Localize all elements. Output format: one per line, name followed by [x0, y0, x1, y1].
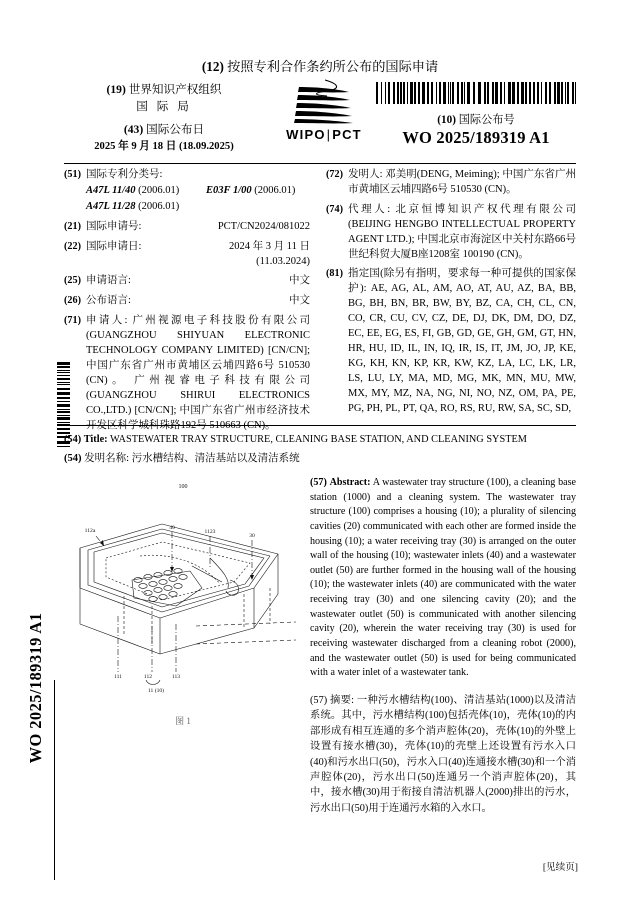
publication-number-code: (10)	[437, 114, 456, 126]
field-filing-date-label: 国际申请日:	[86, 240, 142, 252]
field-publication-language-value: 中文	[289, 295, 310, 307]
ref-112a: 112a	[84, 528, 96, 534]
field-filing-language-code: (25)	[64, 275, 81, 287]
abstract-chinese-code: (57)	[310, 694, 328, 706]
pct-text: PCT	[332, 127, 362, 142]
field-publication-language	[64, 294, 310, 309]
publication-barcode	[376, 82, 576, 104]
field-inventor-code: (72)	[326, 169, 343, 180]
ipc-symbol-3: A47L 11/28	[86, 200, 136, 212]
figure-drawing	[64, 476, 302, 756]
abstract-chinese	[310, 693, 576, 817]
title-chinese	[64, 451, 576, 467]
field-applicant-code: (71)	[64, 315, 81, 327]
abstract-english-code: (57)	[310, 477, 327, 488]
field-ipc-label: 国际专利分类号:	[86, 169, 163, 180]
field-agent-code: (74)	[326, 203, 343, 215]
wipo-separator: |	[326, 127, 332, 142]
field-inventor-label: 发明人:	[348, 169, 383, 180]
field-application-number	[64, 220, 310, 235]
figure-1-svg	[64, 476, 302, 716]
abstract-block	[310, 476, 576, 816]
field-publication-language-label: 公布语言:	[86, 295, 131, 307]
ref-30: 30	[249, 533, 255, 539]
wipo-emblem-icon	[269, 78, 379, 126]
field-filing-language	[64, 274, 310, 289]
ipc-version-3: (2006.01)	[138, 200, 180, 212]
continuation-note: [见续页]	[542, 862, 578, 873]
ipc-version-2: (2006.01)	[254, 184, 296, 196]
lower-section	[64, 476, 577, 814]
field-filing-date	[64, 240, 310, 270]
field-filing-language-value: 中文	[289, 275, 310, 287]
title-chinese-code: (54)	[64, 453, 82, 465]
title-english	[64, 432, 576, 447]
wipo-wordmark	[269, 127, 379, 142]
title-chinese-text: 污水槽结构、清洁基站以及清洁系统	[131, 453, 300, 465]
field-publication-language-row	[86, 294, 310, 309]
abstract-chinese-label: 摘要:	[330, 694, 355, 706]
field-application-number-row	[86, 220, 310, 235]
abstract-english	[310, 476, 576, 681]
field-filing-date-code: (22)	[64, 240, 81, 252]
vertical-publication-number: WO 2025/189319 A1	[26, 612, 45, 764]
wipo-logo	[269, 78, 379, 142]
biblio-left-column	[64, 168, 310, 439]
field-designated-states-label: 指定国(除另有指明，要求每一种可提供的国家保护):	[348, 268, 576, 295]
publication-date-value: 2025 年 9 月 18 日 (18.09.2025)	[94, 141, 234, 153]
field-inventor-value: 邓美明(DENG, Meiming); 中国广东省广州市黄埔区云埔四路6号 510530 (CN)。	[348, 169, 577, 195]
ref-11: 11 (10)	[147, 688, 165, 694]
field-publication-language-code: (26)	[64, 295, 81, 307]
field-ipc	[64, 168, 310, 215]
ipc-entry-1	[86, 184, 206, 199]
field-filing-language-row	[86, 274, 310, 289]
field-designated-states-code: (81)	[326, 268, 343, 280]
header-code-12: (12)	[201, 59, 224, 74]
header-divider-rule	[64, 163, 576, 164]
publication-number-caption	[376, 111, 576, 127]
ipc-symbol-1: A47L 11/40	[86, 184, 136, 196]
title-english-text: WASTEWATER TRAY STRUCTURE, CLEANING BASE STATION, AND CLEANING SYSTEM	[109, 434, 527, 445]
field-application-number-code: (21)	[64, 220, 81, 232]
abstract-chinese-text: 一种污水槽结构(100)、清洁基站(1000)以及清洁系统。其中，污水槽结构(100)包括壳体(10)，壳体(10)的内部形成有相互连通的多个消声腔体(20)，壳体(10)的外壁上设置有接水槽(30)，壳体(10)的壳壁上还设置有污水入口(40)和污水出口(50)，污水入口(40)连通接水槽(30)和一个消声腔体(20)，污水出口(50)连通另一个消声腔体(20)，其中，接水槽(30)用于衔接自清洁机器人(2000)排出的污水，污水出口(50)用于连通污水箱的入水口。	[310, 694, 576, 814]
title-english-label: Title:	[83, 434, 108, 445]
bibliographic-data	[64, 168, 577, 431]
field-designated-states	[326, 267, 576, 416]
field-application-number-label: 国际申请号:	[86, 220, 142, 232]
header-title-12: 按照专利合作条约所公布的国际申请	[227, 59, 439, 74]
organization-code: (19)	[106, 83, 126, 96]
ipc-row	[86, 200, 310, 215]
abstract-english-text: A wastewater tray structure (100), a cleaning base station (1000) and a cleaning system. The wastewater tray structure (100) comprises a housing (10); a plurality of silencing cavities (20) communicated with each other are formed inside the housing (10); a water receiving tray (30) is arranged on the outer wall of the housing (10); wastewater inlets (40) and a wastewater outlet (50) are further formed in the housing wall of the housing (10); the wastewater inlets (40) are communicated with the water receiving tray (30) and one silencing cavity (20); and the wastewater outlet (50) is communicated with another silencing cavity (20), wherein the water receiving tray (30) is used for receiving wastewater discharged from a cleaning robot (2000), and the wastewater outlet (50) is used for being communicated with a water inlet of a wastewater tank.	[310, 477, 577, 679]
ipc-entry-3	[86, 200, 206, 215]
ipc-row	[86, 184, 310, 199]
publication-date-line	[64, 122, 264, 139]
ipc-symbol-2: E03F 1/00	[206, 184, 252, 196]
publication-date-label: 国际公布日	[146, 122, 205, 136]
ref-112: 112	[143, 674, 153, 680]
field-applicant-label: 申请人:	[86, 315, 128, 327]
organization-block	[64, 82, 264, 155]
vertical-publication-strip	[8, 420, 64, 890]
publication-number-value: WO 2025/189319 A1	[402, 128, 550, 147]
field-filing-language-label: 申请语言:	[86, 275, 131, 287]
abstract-english-label: Abstract:	[329, 477, 371, 488]
svg-text:100: 100	[178, 484, 188, 490]
field-filing-date-row	[86, 240, 310, 270]
field-agent-label: 代理人:	[348, 203, 391, 215]
page-header	[64, 48, 576, 156]
title-english-code: (54)	[64, 434, 82, 445]
ref-113: 113	[171, 674, 181, 680]
field-agent	[326, 203, 576, 263]
header-line-12	[64, 56, 576, 75]
figure-caption: 图 1	[175, 716, 191, 726]
field-inventor	[326, 168, 576, 198]
field-designated-states-value: AE, AG, AL, AM, AO, AT, AU, AZ, BA, BB, BG, BH, BN, BR, BW, BY, BZ, CA, CH, CL, CN, CO, CR, CU, CV, CZ, DE, DJ, DK, DM, DO, DZ, EC, EE, EG, ES, FI, GB, GD, GE, GH, GM, GT, HN, HR, HU, ID, IL, IN, IQ, IR, IS, IT, JM, JO, JP, KE, KG, KH, KN, KP, KR, KW, KZ, LA, LC, LK, LR, LS, LU, LY, MA, MD, MG, MK, MN, MU, MW, MX, MY, MZ, NA, NG, NI, NO, NZ, OM, PA, PE, PG, PH, PL, PT, QA, RO, RS, RU, RW, SA, SC, SD,	[348, 283, 577, 414]
title-block	[64, 432, 576, 467]
publication-date-code: (43)	[123, 122, 144, 136]
field-applicant-value: 广州视源电子科技股份有限公司 (GUANGZHOU SHIYUAN ELECTRONIC TECHNOLOGY COMPANY LIMITED) [CN/CN]; 中国广东省广州市黄埔区云埔四路6号 510530 (CN)。 广州视睿电子科技有限公司 (GUANGZHOU SHIRUI ELECTRONICS CO.,LTD.) [CN/CN]; 中国广东省广州市经济技术开发区科学城科珠路192号 510663 (CN)。	[86, 315, 311, 431]
ref-111: 111	[114, 674, 122, 680]
title-top-rule	[64, 425, 576, 426]
organization-bureau: 国 际 局	[136, 99, 192, 113]
field-ipc-code: (51)	[64, 169, 81, 180]
field-filing-date-value: 2024 年 3 月 11 日 (11.03.2024)	[229, 240, 310, 267]
field-agent-value: 北京恒博知识产权代理有限公司 (BEIJING HENGBO INTELLECTUAL PROPERTY AGENT LTD.); 中国北京市海淀区中关村东路66号世纪科贸大厦B座1208室 100190 (CN)。	[348, 203, 577, 260]
publication-number-label: 国际公布号	[458, 114, 515, 126]
organization-name: 世界知识产权组织	[128, 83, 222, 96]
field-application-number-value: PCT/CN2024/081022	[217, 220, 310, 232]
publication-number-block	[376, 82, 576, 148]
ref-1123: 1123	[204, 529, 216, 535]
wipo-text: WIPO	[286, 127, 326, 142]
field-applicant	[64, 314, 310, 433]
ipc-version-1: (2006.01)	[138, 184, 180, 196]
ipc-entry-2	[206, 184, 295, 199]
vertical-divider-rule	[54, 680, 55, 880]
organization-line	[64, 82, 264, 99]
title-chinese-label: 发明名称:	[84, 453, 130, 465]
biblio-right-column	[326, 168, 576, 422]
ref-40: 40	[169, 525, 175, 531]
